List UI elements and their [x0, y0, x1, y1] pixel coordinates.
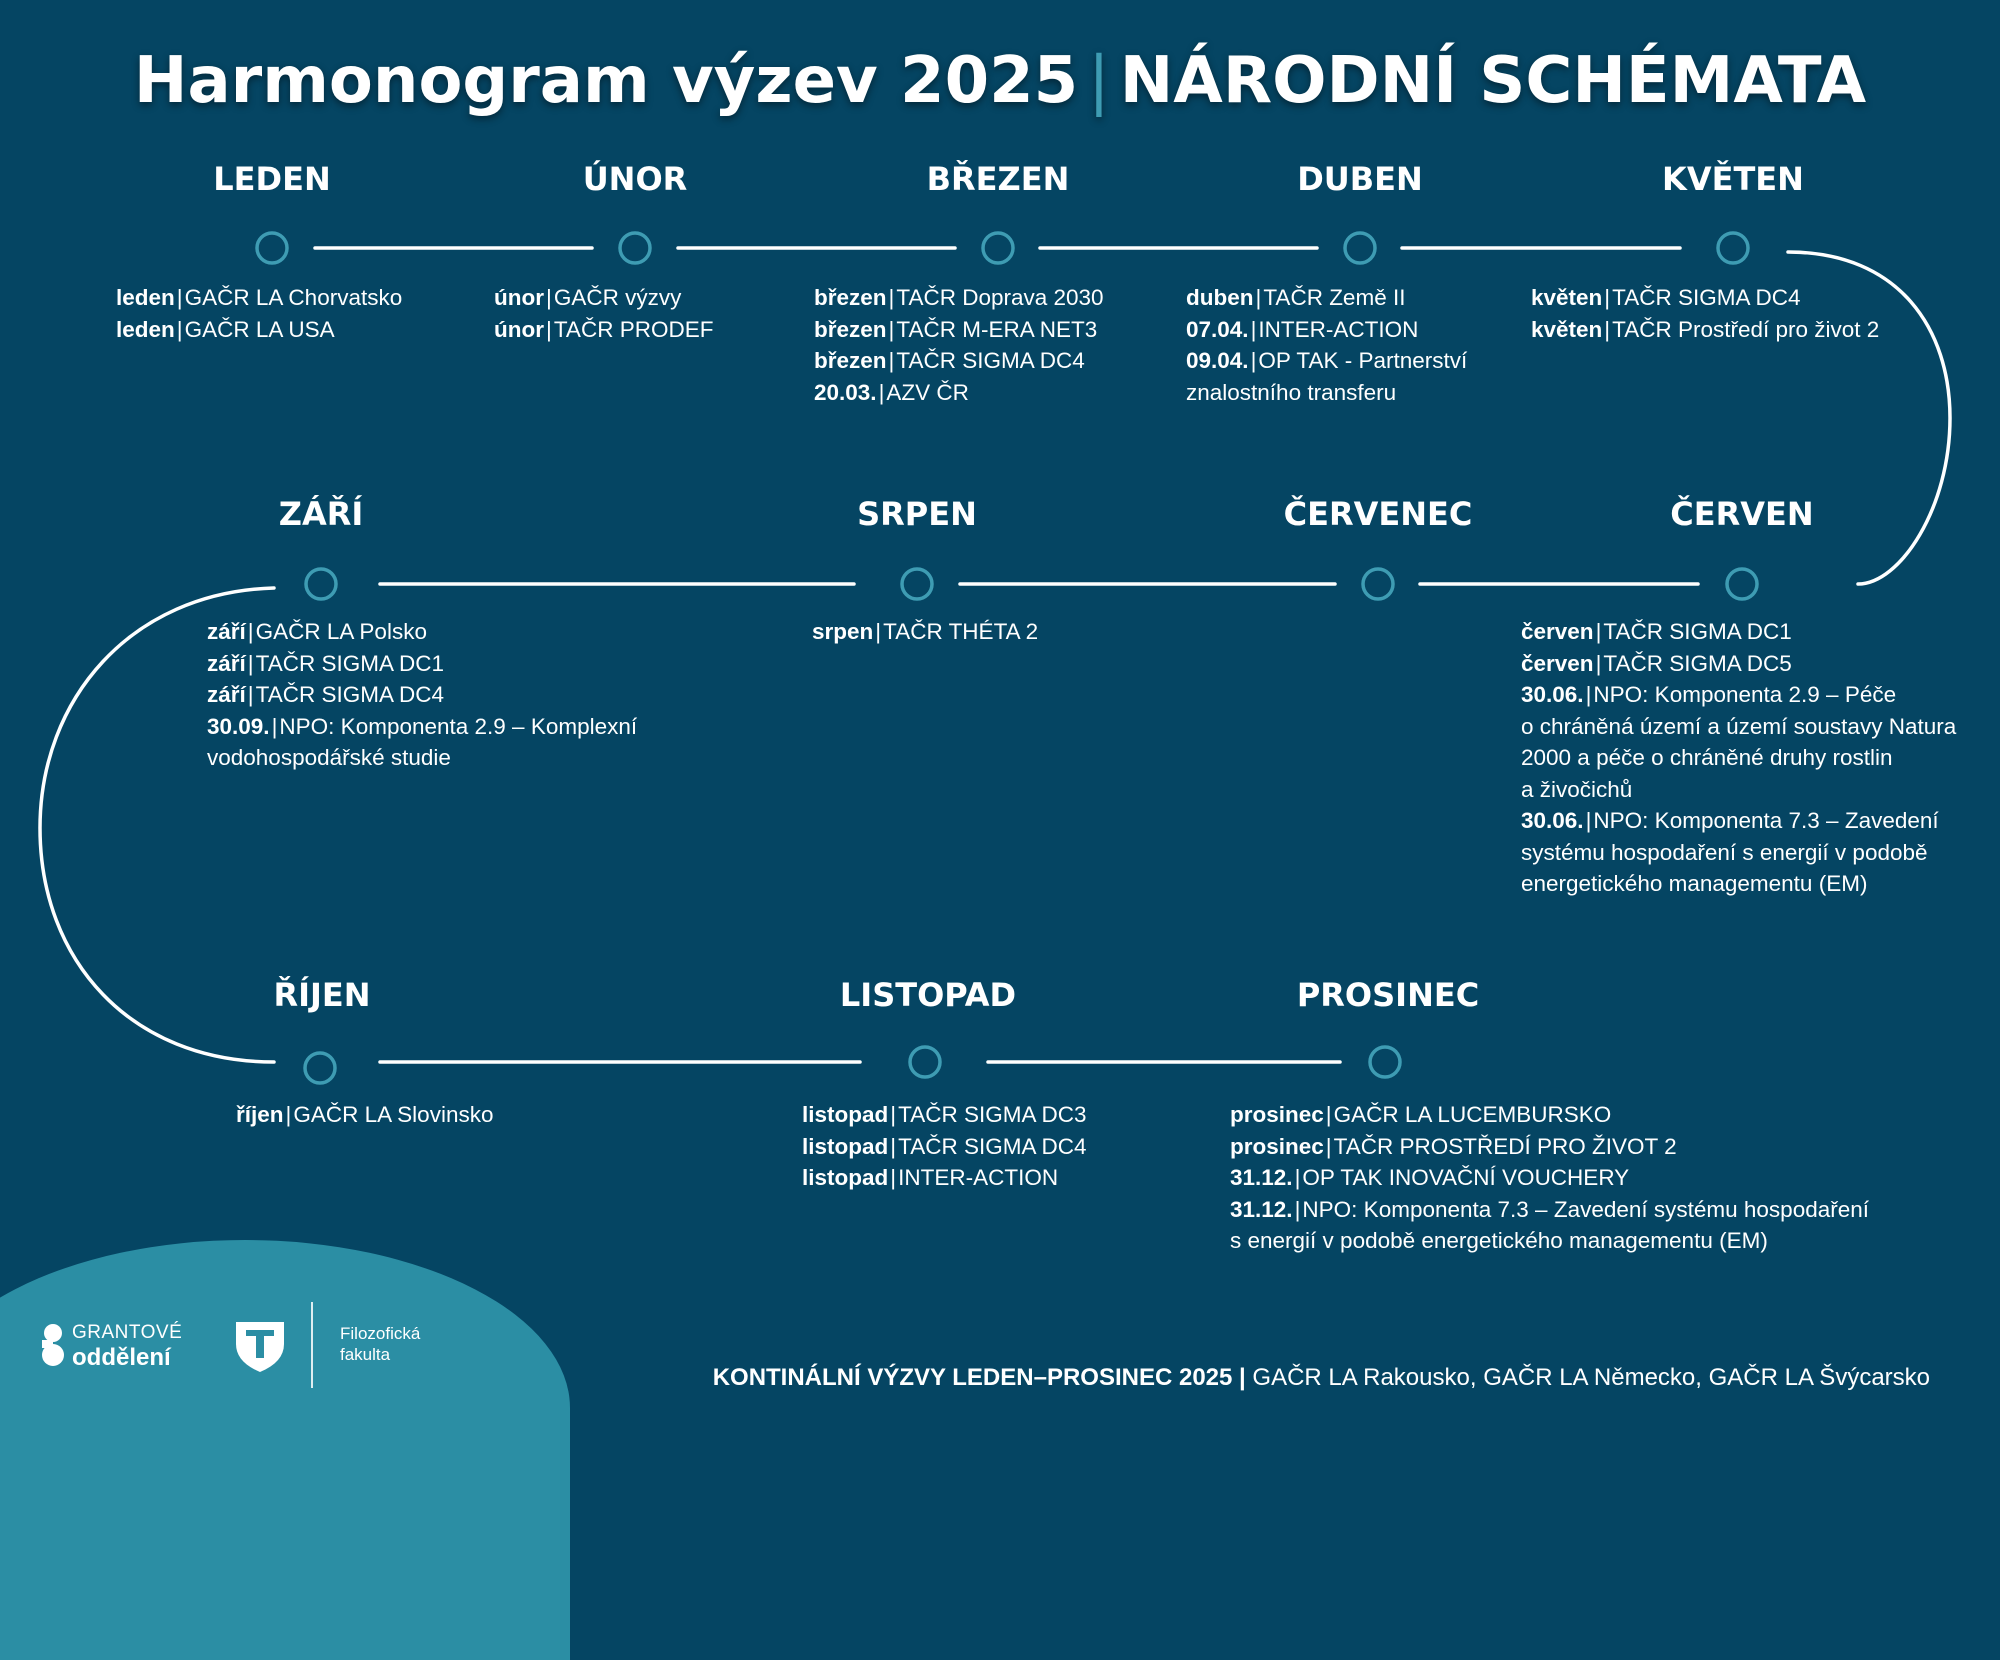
month-node-6 [1727, 569, 1757, 599]
grant-logo-line2: oddělení [72, 1344, 171, 1371]
continuous-calls-label: KONTINÁLNÍ VÝZVY LEDEN–PROSINEC 2025 | [712, 1364, 1246, 1391]
call-date: březen [814, 316, 887, 342]
call-item [1521, 648, 1956, 680]
call-separator: | [546, 316, 552, 342]
month-label: ČERVENEC [1283, 495, 1473, 533]
call-separator: | [176, 316, 183, 342]
call-separator: | [1255, 285, 1262, 310]
call-item [814, 345, 1104, 377]
call-separator: | [1325, 1133, 1332, 1159]
call-item [207, 742, 637, 774]
call-name: vodohospodářské studie [207, 745, 451, 770]
call-date: 30.06. [1521, 808, 1584, 833]
call-name: 2000 a péče o chráněné druhy rostlin [1521, 745, 1893, 770]
month-node-12 [1370, 1047, 1400, 1077]
call-name: systému hospodaření s energií v podobě [1521, 839, 1928, 865]
call-date: květen [1531, 285, 1603, 310]
call-separator: | [176, 285, 183, 310]
call-name: TAČR SIGMA DC4 [896, 348, 1085, 373]
call-separator: | [1585, 682, 1592, 707]
call-separator: | [875, 619, 882, 644]
call-item [1521, 868, 1956, 900]
call-date: červen [1521, 619, 1594, 644]
call-name: GAČR LA Slovinsko [293, 1102, 494, 1127]
title-separator: | [1088, 44, 1110, 118]
call-name: TAČR SIGMA DC1 [1603, 619, 1792, 644]
call-item [1521, 774, 1956, 806]
call-date: červen [1521, 650, 1594, 676]
continuous-calls-text: GAČR LA Rakousko, GAČR LA Německo, GAČR LA Švýcarsko [1252, 1364, 1930, 1391]
month-label: PROSINEC [1296, 976, 1480, 1014]
faculty-line1: Filozofická [340, 1324, 421, 1343]
month-calls [1186, 282, 1467, 408]
call-item [802, 1131, 1087, 1163]
call-date: květen [1531, 316, 1603, 342]
call-item [802, 1099, 1087, 1131]
call-name: TAČR M-ERA NET3 [896, 316, 1098, 342]
call-name: TAČR Země II [1263, 285, 1406, 310]
month-node-3 [983, 233, 1013, 263]
call-date: září [207, 650, 246, 676]
month-calls [1230, 1099, 1869, 1257]
month-calls [494, 282, 713, 345]
month-node-4 [1345, 233, 1375, 263]
call-date: 09.04. [1186, 348, 1249, 373]
call-name: INTER-ACTION [1258, 316, 1419, 342]
call-separator: | [878, 379, 885, 405]
call-name: OP TAK - Partnerství [1258, 348, 1468, 373]
call-name: GAČR LA LUCEMBURSKO [1333, 1102, 1612, 1127]
month-calls [236, 1099, 493, 1131]
call-date: 20.03. [814, 379, 877, 405]
call-item [1531, 314, 1879, 346]
call-name: NPO: Komponenta 7.3 – Zavedení [1593, 808, 1939, 833]
call-item [812, 616, 1038, 648]
call-date: březen [814, 285, 887, 310]
month-label: KVĚTEN [1662, 160, 1804, 198]
call-name: a živočichů [1521, 776, 1633, 802]
call-separator: | [1250, 348, 1257, 373]
call-item [814, 282, 1104, 314]
call-separator: | [247, 650, 254, 676]
call-date: listopad [802, 1165, 889, 1190]
call-separator: | [888, 316, 895, 342]
call-name: GAČR LA Chorvatsko [184, 285, 403, 310]
month-label: ČERVEN [1670, 495, 1814, 533]
month-node-5 [1718, 233, 1748, 263]
call-name: GAČR výzvy [553, 285, 682, 310]
call-item [1186, 377, 1467, 409]
call-date: 07.04. [1186, 316, 1249, 342]
call-name: TAČR SIGMA DC1 [255, 650, 445, 676]
call-separator: | [1325, 1102, 1332, 1127]
faculty-line2: fakulta [340, 1345, 391, 1364]
call-separator: | [890, 1165, 897, 1190]
call-item [1521, 742, 1956, 774]
call-item [1230, 1131, 1869, 1163]
call-name: TAČR SIGMA DC4 [255, 682, 445, 707]
footer-blob [0, 1240, 570, 1660]
call-name: INTER-ACTION [898, 1165, 1059, 1190]
call-item [1230, 1225, 1869, 1257]
month-node-1 [257, 233, 287, 263]
call-item [207, 711, 637, 743]
call-name: TAČR SIGMA DC3 [898, 1102, 1087, 1127]
continuous-calls [713, 1364, 1930, 1392]
call-name: TAČR THÉTA 2 [883, 619, 1039, 644]
call-item [1531, 282, 1879, 314]
call-item [116, 282, 402, 314]
faculty-logo-text [340, 1323, 420, 1365]
call-item [494, 282, 713, 314]
call-item [1186, 345, 1467, 377]
month-node-2 [620, 233, 650, 263]
month-calls [1521, 616, 1956, 900]
month-node-8 [902, 569, 932, 599]
call-item [1186, 314, 1467, 346]
call-item [1521, 805, 1956, 837]
call-separator: | [888, 348, 895, 373]
call-item [1230, 1099, 1869, 1131]
call-date: listopad [802, 1102, 889, 1127]
call-date: září [207, 682, 246, 707]
month-label: BŘEZEN [926, 160, 1070, 198]
title-sub: NÁRODNÍ SCHÉMATA [1119, 44, 1867, 118]
call-separator: | [1585, 808, 1592, 833]
call-item [1521, 711, 1956, 743]
call-separator: | [247, 682, 254, 707]
call-date: leden [116, 316, 175, 342]
call-date: prosinec [1230, 1133, 1324, 1159]
call-item [814, 314, 1104, 346]
call-name: TAČR SIGMA DC4 [1612, 285, 1801, 310]
call-separator: | [271, 713, 278, 739]
call-date: 30.06. [1521, 682, 1584, 707]
month-node-7 [1363, 569, 1393, 599]
call-date: září [207, 619, 246, 644]
call-date: listopad [802, 1133, 889, 1159]
call-item [1230, 1194, 1869, 1226]
month-label: DUBEN [1297, 160, 1423, 198]
call-date: 31.12. [1230, 1196, 1293, 1222]
call-name: o chráněná území a území soustavy Natura [1521, 713, 1957, 739]
call-item [116, 314, 402, 346]
month-label: ÚNOR [582, 160, 688, 198]
university-crest-icon [232, 1318, 288, 1374]
call-item [1230, 1162, 1869, 1194]
call-name: TAČR SIGMA DC4 [898, 1133, 1087, 1159]
month-label: LISTOPAD [839, 976, 1017, 1014]
month-calls [1531, 282, 1879, 345]
month-label: ZÁŘÍ [278, 495, 364, 533]
call-date: leden [116, 285, 175, 310]
month-calls [814, 282, 1104, 408]
call-separator: | [1595, 619, 1602, 644]
call-date: duben [1186, 285, 1254, 310]
call-date: 31.12. [1230, 1165, 1293, 1190]
call-separator: | [890, 1102, 897, 1127]
call-separator: | [247, 619, 254, 644]
call-separator: | [1595, 650, 1602, 676]
call-name: TAČR PROSTŘEDÍ PRO ŽIVOT 2 [1333, 1133, 1677, 1159]
call-item [1521, 679, 1956, 711]
month-calls [116, 282, 402, 345]
call-date: březen [814, 348, 887, 373]
call-item [494, 314, 713, 346]
call-separator: | [1294, 1196, 1301, 1222]
grant-logo-icon [40, 1322, 66, 1368]
call-name: NPO: Komponenta 7.3 – Zavedení systému hospodaření [1302, 1196, 1870, 1222]
call-separator: | [890, 1133, 897, 1159]
grant-logo-line1: GRANTOVÉ [72, 1322, 183, 1343]
title-main: Harmonogram výzev 2025 [133, 44, 1079, 118]
call-separator: | [285, 1102, 292, 1127]
call-item [1521, 837, 1956, 869]
call-item [207, 616, 637, 648]
call-separator: | [1604, 285, 1611, 310]
call-separator: | [546, 285, 552, 310]
call-name: GAČR LA Polsko [255, 619, 427, 644]
call-date: prosinec [1230, 1102, 1324, 1127]
month-label: SRPEN [857, 495, 977, 533]
call-name: TAČR Doprava 2030 [896, 285, 1104, 310]
month-label: ŘÍJEN [273, 976, 371, 1014]
call-item [236, 1099, 493, 1131]
call-name: s energií v podobě energetického managementu (EM) [1230, 1228, 1768, 1253]
call-name: energetického managementu (EM) [1521, 871, 1868, 896]
call-item [814, 377, 1104, 409]
call-name: GAČR LA USA [184, 316, 335, 342]
month-node-10 [305, 1053, 335, 1083]
month-label: LEDEN [213, 160, 331, 198]
month-node-9 [306, 569, 336, 599]
call-separator: | [1294, 1165, 1301, 1190]
call-date: únor [494, 316, 544, 342]
call-date: 30.09. [207, 713, 270, 739]
call-item [207, 648, 637, 680]
logo-divider [311, 1302, 313, 1388]
month-calls [207, 616, 637, 774]
call-date: únor [494, 285, 544, 310]
month-node-11 [910, 1047, 940, 1077]
call-item [1521, 616, 1956, 648]
call-name: AZV ČR [886, 379, 969, 405]
call-name: TAČR PRODEF [553, 316, 714, 342]
call-item [207, 679, 637, 711]
month-calls [812, 616, 1038, 648]
call-name: TAČR SIGMA DC5 [1603, 650, 1792, 676]
call-item [802, 1162, 1087, 1194]
call-name: TAČR Prostředí pro život 2 [1612, 316, 1880, 342]
call-date: říjen [236, 1102, 284, 1127]
call-name: znalostního transferu [1186, 379, 1397, 405]
call-name: NPO: Komponenta 2.9 – Komplexní [279, 713, 638, 739]
call-date: srpen [812, 619, 874, 644]
call-item [1186, 282, 1467, 314]
call-separator: | [888, 285, 895, 310]
call-name: NPO: Komponenta 2.9 – Péče [1593, 682, 1897, 707]
call-name: OP TAK INOVAČNÍ VOUCHERY [1302, 1165, 1630, 1190]
call-separator: | [1604, 316, 1611, 342]
call-separator: | [1250, 316, 1257, 342]
month-calls [802, 1099, 1087, 1194]
